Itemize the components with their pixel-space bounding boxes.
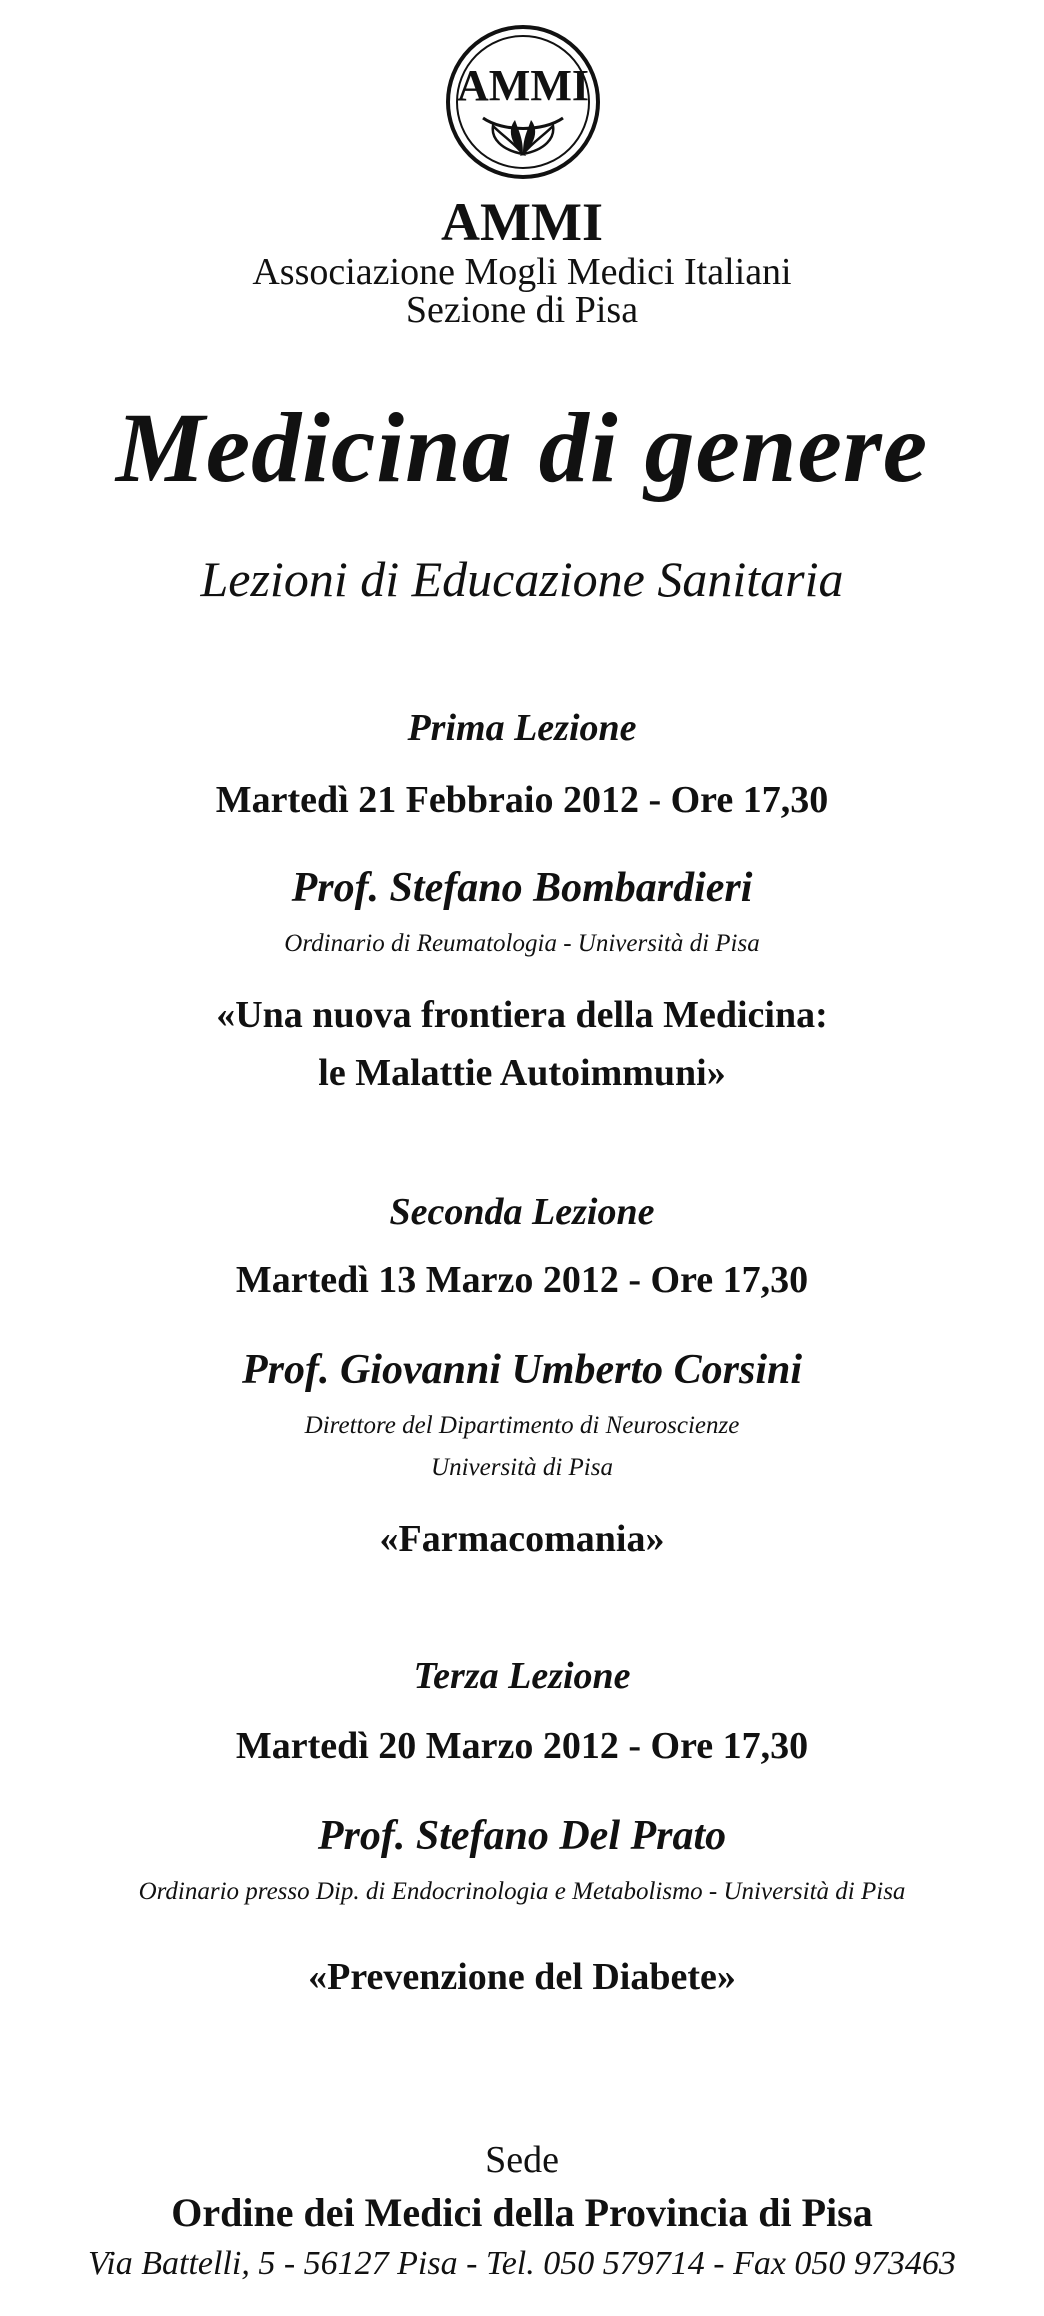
- ammi-logo-emblem: [443, 22, 603, 182]
- venue-address: Via Battelli, 5 - 56127 Pisa - Tel. 050 579714 - Fax 050 973463: [88, 2245, 956, 2282]
- lecture-1-date: Martedì 21 Febbraio 2012 - Ore 17,30: [215, 779, 829, 821]
- lecture-3-professor: Prof. Stefano Del Prato: [317, 1813, 727, 1859]
- lecture-2-role-line-2: Università di Pisa: [431, 1454, 613, 1481]
- lecture-2-label: Seconda Lezione: [389, 1191, 655, 1233]
- lecture-2-topic: «Farmacomania»: [379, 1518, 665, 1560]
- lecture-1-topic-line-2: le Malattie Autoimmuni»: [318, 1052, 726, 1094]
- lecture-3-topic: «Prevenzione del Diabete»: [308, 1956, 736, 1998]
- lecture-2-professor: Prof. Giovanni Umberto Corsini: [241, 1347, 803, 1393]
- lecture-3-role: Ordinario presso Dip. di Endocrinologia e Metabolismo - Università di Pisa: [138, 1878, 906, 1905]
- lecture-1-label: Prima Lezione: [407, 707, 637, 749]
- org-abbreviation: AMMI: [441, 192, 603, 252]
- page-title: Medicina di genere: [115, 392, 929, 503]
- svg-text:AMMI: AMMI: [457, 61, 589, 110]
- lecture-3-date: Martedì 20 Marzo 2012 - Ore 17,30: [235, 1725, 809, 1767]
- venue-name: Ordine dei Medici della Provincia di Pisa: [171, 2190, 873, 2235]
- lecture-1-topic-line-1: «Una nuova frontiera della Medicina:: [216, 994, 828, 1036]
- org-name: Associazione Mogli Medici Italiani: [252, 251, 792, 293]
- lecture-2-role-line-1: Direttore del Dipartimento di Neuroscienze: [304, 1412, 740, 1439]
- lecture-2-date: Martedì 13 Marzo 2012 - Ore 17,30: [235, 1259, 809, 1301]
- venue-label: Sede: [485, 2139, 559, 2181]
- lecture-1-role: Ordinario di Reumatologia - Università di Pisa: [284, 930, 760, 957]
- ammi-logo: [443, 22, 603, 182]
- org-section: Sezione di Pisa: [405, 289, 639, 331]
- page-subtitle: Lezioni di Educazione Sanitaria: [200, 551, 844, 607]
- lecture-1-professor: Prof. Stefano Bombardieri: [291, 865, 753, 911]
- lecture-3-label: Terza Lezione: [413, 1655, 631, 1697]
